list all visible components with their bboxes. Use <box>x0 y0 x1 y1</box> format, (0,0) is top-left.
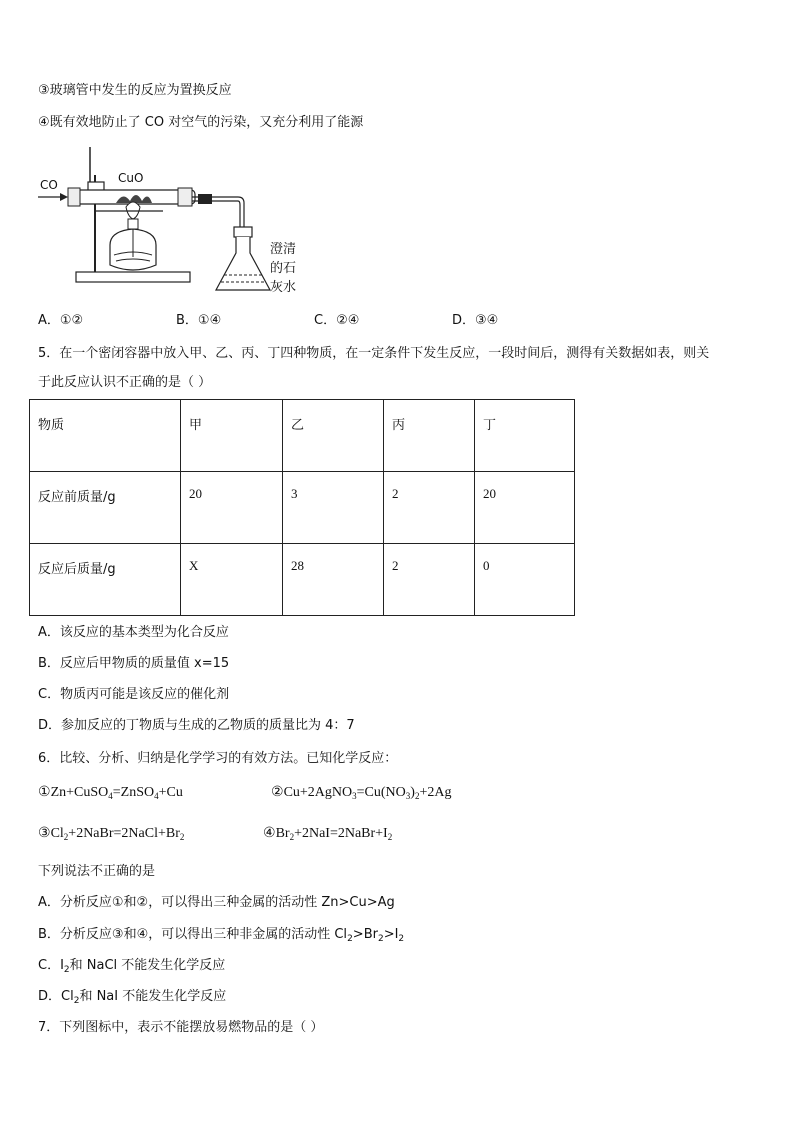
q4-option-d[interactable]: D．③④ <box>452 313 499 328</box>
q5-stem-line-2: 于此反应认识不正确的是（ ） <box>38 375 212 390</box>
q4-statement-4: ④既有效地防止了 CO 对空气的污染，又充分利用了能源 <box>38 115 364 130</box>
table-cell: 反应前质量/g <box>30 472 181 544</box>
q5-option-b[interactable]: B．反应后甲物质的质量值 x=15 <box>38 656 230 671</box>
table-cell: 3 <box>283 472 384 544</box>
reaction-1: ①Zn+CuSO$_4$=ZnSO$_4$+Cu <box>38 785 183 801</box>
q4-option-b[interactable]: B．①④ <box>176 313 222 328</box>
table-cell: 28 <box>283 544 384 616</box>
lime-water-label-2: 的石 <box>270 261 297 276</box>
q6-option-c[interactable]: C．$I_2$和 NaCl 不能发生化学反应 <box>38 958 226 975</box>
q4-options <box>38 312 498 330</box>
table-header-cell: 丁 <box>475 400 575 472</box>
q5-option-d[interactable]: D．参加反应的丁物质与生成的乙物质的质量比为 4：7 <box>38 718 355 733</box>
q4-statement-3: ③玻璃管中发生的反应为置换反应 <box>38 83 232 98</box>
q5-stem-line-1: 5．在一个密闭容器中放入甲、乙、丙、丁四种物质，在一定条件下发生反应，一段时间后，测得有关数据如表，则关 <box>38 346 710 361</box>
co-label: CO <box>40 178 58 192</box>
lime-water-label-1: 澄清 <box>270 242 297 257</box>
q4-option-c[interactable]: C．②④ <box>314 313 360 328</box>
q6-prompt: 下列说法不正确的是 <box>38 864 156 879</box>
table-header-row <box>30 400 575 472</box>
q5-option-c[interactable]: C．物质丙可能是该反应的催化剂 <box>38 687 230 702</box>
table-cell: X <box>181 544 283 616</box>
q7-stem: 7．下列图标中，表示不能摆放易燃物品的是（ ） <box>38 1020 324 1035</box>
table-header-cell: 丙 <box>384 400 475 472</box>
table-cell: 0 <box>475 544 575 616</box>
q4-option-a[interactable]: A．①② <box>38 313 84 328</box>
cuo-label: CuO <box>118 171 144 185</box>
table-row <box>30 544 575 616</box>
table-header-cell: 物质 <box>30 400 181 472</box>
q6-option-a[interactable]: A．分析反应①和②，可以得出三种金属的活动性 Zn>Cu>Ag <box>38 895 395 910</box>
table-row <box>30 472 575 544</box>
table-cell: 20 <box>475 472 575 544</box>
table-cell: 反应后质量/g <box>30 544 181 616</box>
table-cell: 20 <box>181 472 283 544</box>
q6-option-d[interactable]: D．$Cl_2$和 NaI 不能发生化学反应 <box>38 989 227 1006</box>
co-reduction-apparatus-figure <box>38 145 308 297</box>
table-cell: 2 <box>384 472 475 544</box>
q5-option-a[interactable]: A．该反应的基本类型为化合反应 <box>38 625 229 640</box>
q5-data-table <box>29 399 575 616</box>
lime-water-label-3: 灰水 <box>270 280 297 295</box>
reaction-3: $③Cl_2+2NaBr=2NaCl+Br_2$ <box>38 826 185 842</box>
reaction-4: $④Br_2+2NaI=2NaBr+I_2$ <box>263 826 393 842</box>
q6-option-b[interactable]: B．分析反应③和④，可以得出三种非金属的活动性 $Cl_2>Br_2>I_2$ <box>38 927 405 944</box>
table-header-cell: 乙 <box>283 400 384 472</box>
reaction-2: $②Cu+2AgNO_3=Cu(NO_3)_2+2Ag$ <box>271 785 452 801</box>
table-cell: 2 <box>384 544 475 616</box>
q6-stem: 6．比较、分析、归纳是化学学习的有效方法。已知化学反应： <box>38 751 398 766</box>
table-header-cell: 甲 <box>181 400 283 472</box>
